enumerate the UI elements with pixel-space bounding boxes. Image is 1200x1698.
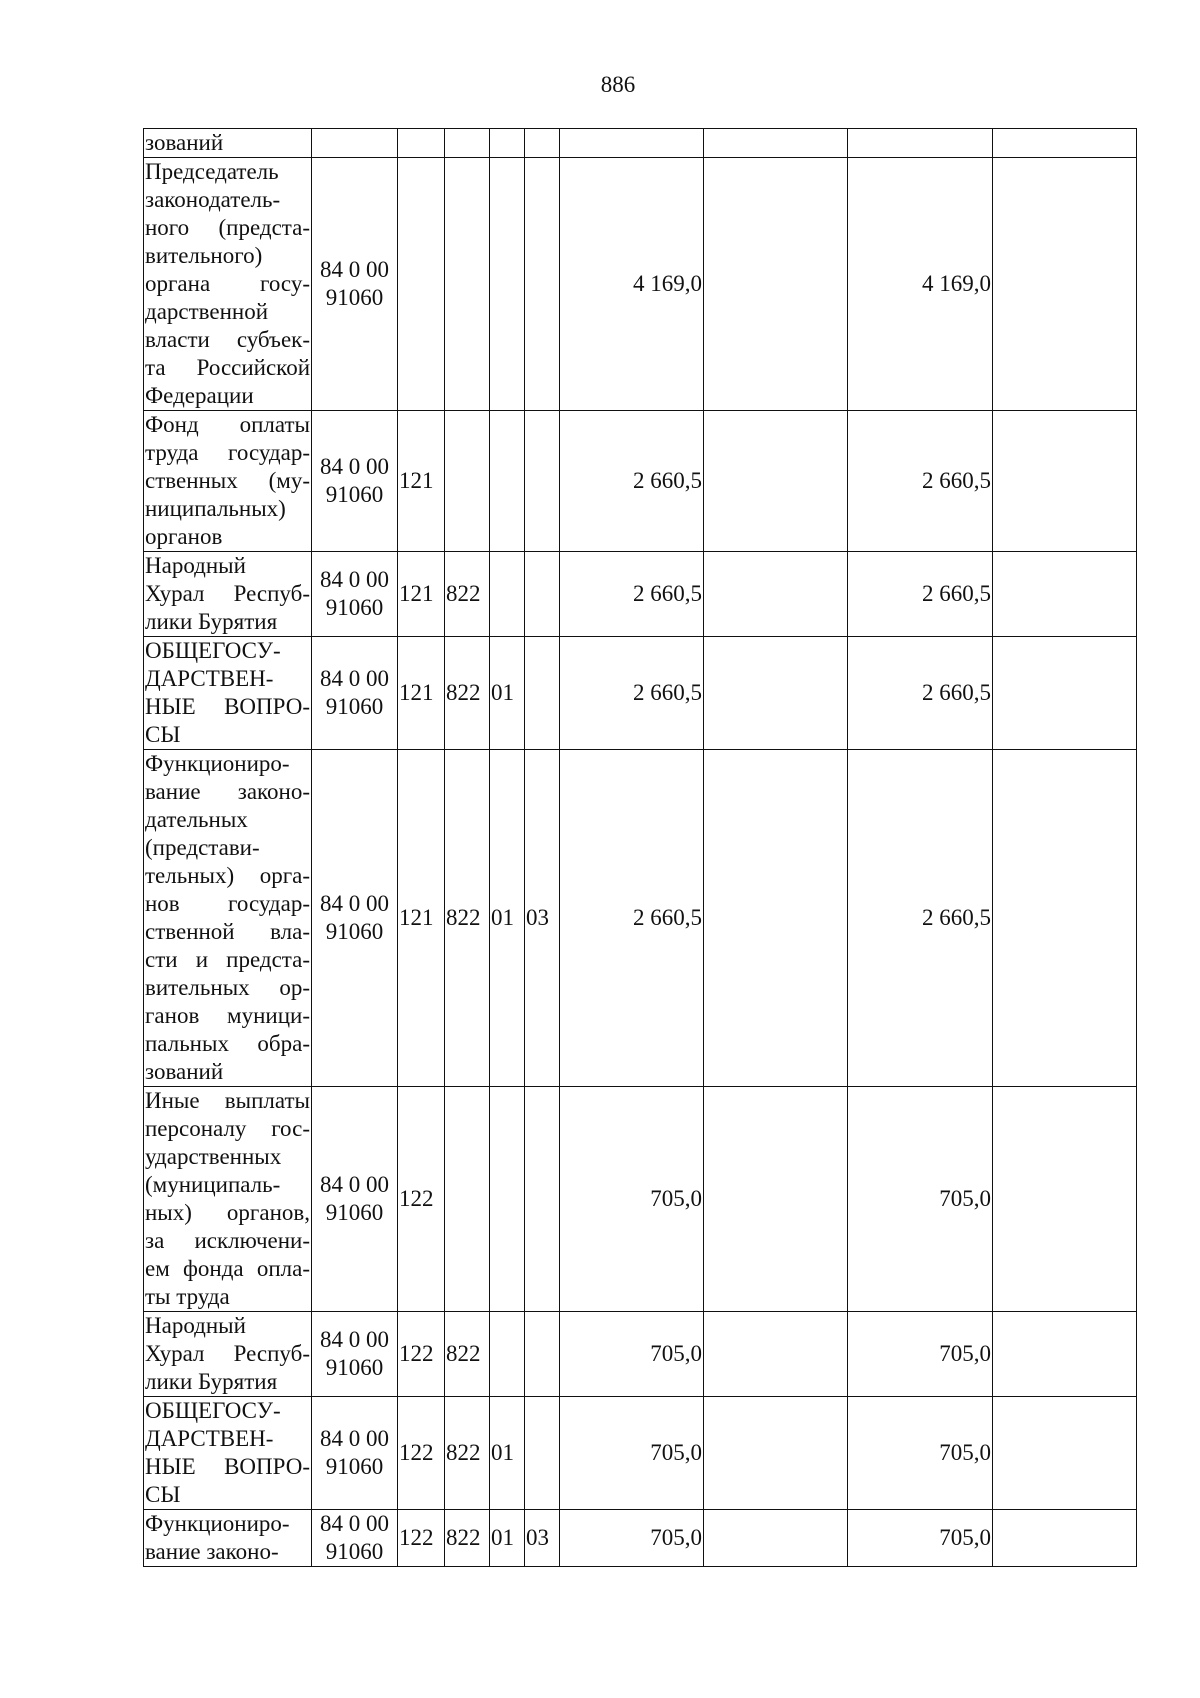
grbs-cell: 822	[445, 552, 490, 637]
item-name-line: Хурал Респуб-	[145, 1341, 310, 1366]
target-code-line: 91060	[325, 285, 384, 310]
item-name-cell	[144, 158, 312, 411]
grbs-cell: 822	[445, 637, 490, 750]
target-code-line: 84 0 00	[320, 891, 389, 916]
item-name-line: СЫ	[145, 1482, 181, 1507]
amount-cell-1	[560, 129, 704, 158]
item-name-line: ного (предста-	[145, 215, 310, 240]
item-name-line: ственных (му-	[145, 468, 310, 493]
amount-cell-4	[993, 129, 1137, 158]
subsection-cell	[525, 129, 560, 158]
grbs-cell	[445, 1087, 490, 1312]
section-cell: 01	[490, 1510, 525, 1567]
amount-cell-3	[848, 129, 993, 158]
item-name-line: ных) органов,	[145, 1200, 310, 1225]
item-name-line: Хурал Респуб-	[145, 581, 310, 606]
item-name-line: Фонд оплаты	[145, 412, 310, 437]
amount-cell-4	[993, 1312, 1137, 1397]
target-code-line: 84 0 00	[320, 1426, 389, 1451]
item-name-line: пальных обра-	[145, 1031, 310, 1056]
table-row	[144, 411, 1137, 552]
item-name-cell	[144, 1312, 312, 1397]
amount-cell-2	[704, 1397, 848, 1510]
subsection-cell	[525, 411, 560, 552]
amount-cell-2	[704, 411, 848, 552]
amount-cell-1: 705,0	[560, 1087, 704, 1312]
amount-cell-1: 2 660,5	[560, 411, 704, 552]
amount-cell-4	[993, 750, 1137, 1087]
target-code-cell	[312, 1087, 398, 1312]
table-row	[144, 637, 1137, 750]
item-name-line: вание законо-	[145, 1539, 279, 1564]
amount-cell-2	[704, 1087, 848, 1312]
subsection-cell	[525, 1397, 560, 1510]
item-name-line: ниципальных)	[145, 496, 286, 521]
target-code-line: 84 0 00	[320, 1327, 389, 1352]
section-cell	[490, 158, 525, 411]
item-name-line: лики Бурятия	[145, 1369, 278, 1394]
grbs-cell	[445, 411, 490, 552]
target-code-cell	[312, 158, 398, 411]
target-code-line: 91060	[325, 1454, 384, 1479]
item-name-line: зований	[145, 1059, 224, 1084]
item-name-line: сти и предста-	[145, 947, 310, 972]
amount-cell-4	[993, 1087, 1137, 1312]
table-row	[144, 1087, 1137, 1312]
section-cell	[490, 552, 525, 637]
grbs-cell: 822	[445, 1510, 490, 1567]
amount-cell-1: 705,0	[560, 1397, 704, 1510]
target-code-line: 91060	[325, 595, 384, 620]
item-name-line: ОБЩЕГОСУ-	[145, 638, 281, 663]
amount-cell-3: 705,0	[848, 1312, 993, 1397]
item-name-cell	[144, 637, 312, 750]
target-code-line: 91060	[325, 1200, 384, 1225]
target-code-cell	[312, 411, 398, 552]
subsection-cell	[525, 1312, 560, 1397]
target-code-line: 91060	[325, 919, 384, 944]
target-code-line: 84 0 00	[320, 1172, 389, 1197]
item-name-line: органа госу-	[145, 271, 310, 296]
amount-cell-2	[704, 750, 848, 1087]
grbs-cell: 822	[445, 750, 490, 1087]
amount-cell-1: 4 169,0	[560, 158, 704, 411]
amount-cell-2	[704, 1510, 848, 1567]
item-name-line: НЫЕ ВОПРО-	[145, 694, 310, 719]
amount-cell-1: 2 660,5	[560, 552, 704, 637]
amount-cell-4	[993, 1510, 1137, 1567]
subsection-cell	[525, 1087, 560, 1312]
item-name-line: персоналу гос-	[145, 1116, 310, 1141]
amount-cell-3: 705,0	[848, 1397, 993, 1510]
item-name-cell	[144, 750, 312, 1087]
item-name-line: та Российской	[145, 355, 310, 380]
item-name-line: лики Бурятия	[145, 609, 278, 634]
item-name-cell	[144, 552, 312, 637]
item-name-line: Народный	[145, 553, 246, 578]
expense-type-cell: 121	[398, 552, 445, 637]
grbs-cell	[445, 158, 490, 411]
section-cell: 01	[490, 637, 525, 750]
expense-type-cell: 121	[398, 750, 445, 1087]
section-cell	[490, 411, 525, 552]
target-code-cell	[312, 637, 398, 750]
amount-cell-3: 4 169,0	[848, 158, 993, 411]
target-code-cell	[312, 552, 398, 637]
item-name-line: НЫЕ ВОПРО-	[145, 1454, 310, 1479]
target-code-line: 84 0 00	[320, 257, 389, 282]
amount-cell-1: 705,0	[560, 1510, 704, 1567]
item-name-cell	[144, 411, 312, 552]
amount-cell-3: 705,0	[848, 1510, 993, 1567]
amount-cell-1: 705,0	[560, 1312, 704, 1397]
item-name-line: дательных	[145, 807, 248, 832]
item-name-line: ем фонда опла-	[145, 1256, 310, 1281]
item-name-line: ственной вла-	[145, 919, 310, 944]
grbs-cell: 822	[445, 1397, 490, 1510]
target-code-cell	[312, 1397, 398, 1510]
amount-cell-1: 2 660,5	[560, 750, 704, 1087]
target-code-line: 91060	[325, 1539, 384, 1564]
item-name-line: (представи-	[145, 835, 260, 860]
item-name-line: Федерации	[145, 383, 254, 408]
subsection-cell	[525, 552, 560, 637]
target-code-line: 91060	[325, 1355, 384, 1380]
amount-cell-2	[704, 1312, 848, 1397]
item-name-line: зований	[145, 130, 224, 155]
amount-cell-2	[704, 158, 848, 411]
table-row	[144, 129, 1137, 158]
item-name-cell	[144, 129, 312, 158]
item-name-line: Народный	[145, 1313, 246, 1338]
amount-cell-3: 705,0	[848, 1087, 993, 1312]
table-row	[144, 1510, 1137, 1567]
item-name-line: Функциониро-	[145, 1511, 290, 1536]
table-row	[144, 1312, 1137, 1397]
grbs-cell: 822	[445, 1312, 490, 1397]
target-code-line: 84 0 00	[320, 454, 389, 479]
target-code-line: 91060	[325, 694, 384, 719]
expense-type-cell: 121	[398, 411, 445, 552]
item-name-line: ДАРСТВЕН-	[145, 666, 274, 691]
expense-type-cell: 121	[398, 637, 445, 750]
amount-cell-3: 2 660,5	[848, 750, 993, 1087]
expense-type-cell: 122	[398, 1510, 445, 1567]
grbs-cell	[445, 129, 490, 158]
amount-cell-4	[993, 552, 1137, 637]
section-cell: 01	[490, 1397, 525, 1510]
item-name-line: за исключени-	[145, 1228, 310, 1253]
subsection-cell	[525, 637, 560, 750]
amount-cell-4	[993, 411, 1137, 552]
item-name-line: тельных) орга-	[145, 863, 310, 888]
item-name-cell	[144, 1510, 312, 1567]
item-name-line: СЫ	[145, 722, 181, 747]
table-row	[144, 1397, 1137, 1510]
item-name-line: органов	[145, 524, 223, 549]
item-name-line: власти субъек-	[145, 327, 310, 352]
target-code-line: 84 0 00	[320, 1511, 389, 1536]
item-name-line: ганов муници-	[145, 1003, 310, 1028]
target-code-line: 84 0 00	[320, 666, 389, 691]
section-cell	[490, 129, 525, 158]
amount-cell-2	[704, 129, 848, 158]
section-cell	[490, 1312, 525, 1397]
table-row	[144, 750, 1137, 1087]
item-name-line: (муниципаль-	[145, 1172, 281, 1197]
item-name-line: труда государ-	[145, 440, 310, 465]
subsection-cell: 03	[525, 750, 560, 1087]
item-name-line: Председатель	[145, 159, 279, 184]
expense-type-cell: 122	[398, 1397, 445, 1510]
amount-cell-1: 2 660,5	[560, 637, 704, 750]
item-name-line: вительного)	[145, 243, 263, 268]
table-row	[144, 552, 1137, 637]
amount-cell-4	[993, 637, 1137, 750]
amount-cell-2	[704, 637, 848, 750]
expense-type-cell: 122	[398, 1312, 445, 1397]
target-code-cell	[312, 1312, 398, 1397]
item-name-line: Иные выплаты	[145, 1088, 310, 1113]
item-name-cell	[144, 1087, 312, 1312]
target-code-line: 91060	[325, 482, 384, 507]
amount-cell-4	[993, 1397, 1137, 1510]
item-name-line: ДАРСТВЕН-	[145, 1426, 274, 1451]
item-name-line: ОБЩЕГОСУ-	[145, 1398, 281, 1423]
page-number: 886	[600, 72, 636, 97]
target-code-cell	[312, 750, 398, 1087]
amount-cell-3: 2 660,5	[848, 411, 993, 552]
target-code-line: 84 0 00	[320, 567, 389, 592]
item-name-line: нов государ-	[145, 891, 310, 916]
target-code-cell	[312, 129, 398, 158]
subsection-cell	[525, 158, 560, 411]
item-name-line: вительных ор-	[145, 975, 310, 1000]
item-name-line: ты труда	[145, 1284, 230, 1309]
item-name-cell	[144, 1397, 312, 1510]
section-cell: 01	[490, 750, 525, 1087]
amount-cell-3: 2 660,5	[848, 637, 993, 750]
item-name-line: ударственных	[145, 1144, 282, 1169]
item-name-line: Функциониро-	[145, 751, 290, 776]
amount-cell-2	[704, 552, 848, 637]
item-name-line: дарственной	[145, 299, 269, 324]
expense-type-cell	[398, 129, 445, 158]
amount-cell-4	[993, 158, 1137, 411]
item-name-line: законодатель-	[145, 187, 281, 212]
section-cell	[490, 1087, 525, 1312]
item-name-line: вание законо-	[145, 779, 310, 804]
expense-type-cell	[398, 158, 445, 411]
amount-cell-3: 2 660,5	[848, 552, 993, 637]
table-row	[144, 158, 1137, 411]
subsection-cell: 03	[525, 1510, 560, 1567]
expense-type-cell: 122	[398, 1087, 445, 1312]
budget-table	[143, 128, 1137, 1567]
target-code-cell	[312, 1510, 398, 1567]
table-body	[144, 129, 1137, 1567]
